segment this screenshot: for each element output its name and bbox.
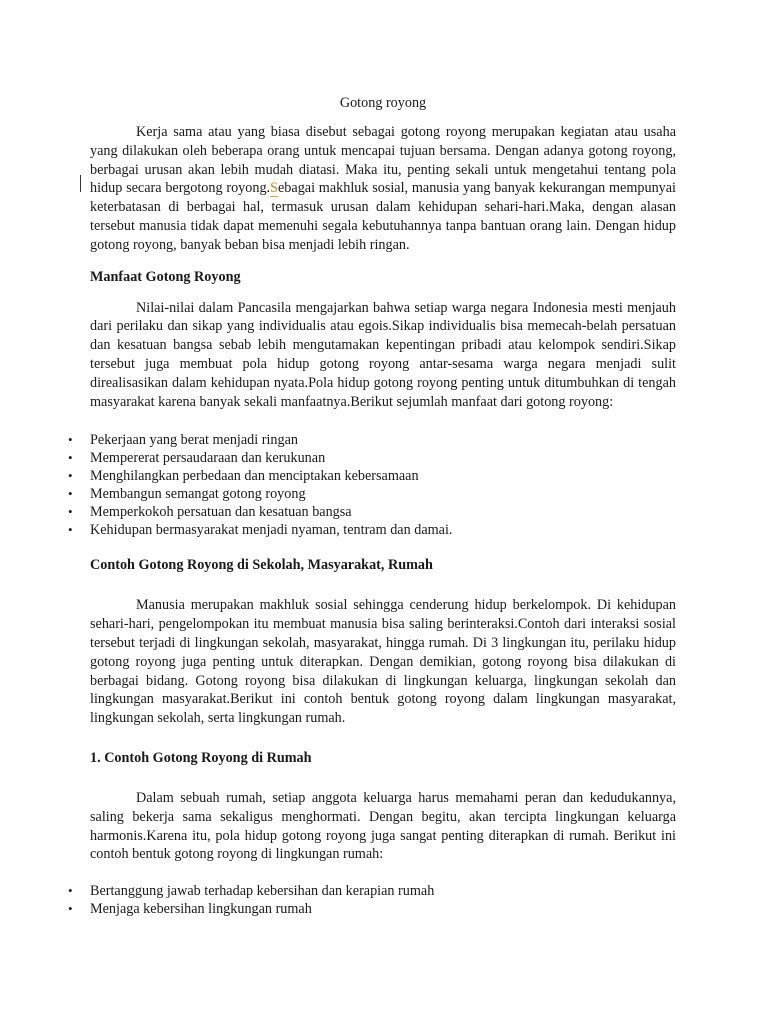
list-item: • Pekerjaan yang berat menjadi ringan (90, 431, 676, 449)
list-item: • Membangun semangat gotong royong (90, 485, 676, 503)
section-heading-rumah: 1. Contoh Gotong Royong di Rumah (90, 749, 312, 766)
manfaat-paragraph: Nilai-nilai dalam Pancasila mengajarkan bahwa setiap warga negara Indonesia mesti menjauh dari perilaku dan sikap yang individualis atau egois.Sikap individualis bisa memecah-belah persatuan dan kesatuan bangsa sebab lebih mengutamakan kepentingan pribadi atau kelompok sendiri.Sikap tersebut juga membuat pola hidup gotong royong antar-sesama warga negara menjadi sulit direalisasikan dalam kehidupan nyata.Pola hidup gotong royong penting untuk ditumbuhkan di tengah masyarakat karena banyak sekali manfaatnya.Berikut sejumlah manfaat dari gotong royong: (90, 299, 676, 410)
list-item: • Mempererat persaudaraan dan kerukunan (90, 449, 676, 467)
list-item: • Memperkokoh persatuan dan kesatuan bangsa (90, 503, 676, 521)
document-title: Gotong royong (339, 95, 427, 111)
rumah-list (90, 882, 676, 918)
intro-paragraph (90, 123, 676, 255)
list-item: • Bertanggung jawab terhadap kebersihan dan kerapian rumah (90, 882, 676, 900)
contoh-paragraph: Manusia merupakan makhluk sosial sehingga cenderung hidup berkelompok. Di kehidupan sehari-hari, pengelompokan itu membuat manusia bisa saling berinteraksi.Contoh dari interaksi sosial tersebut terjadi di lingkungan sekolah, masyarakat, hingga rumah. Di 3 lingkungan itu, perilaku hidup gotong royong juga penting untuk diterapkan. Dengan demikian, gotong royong bisa dilakukan di berbagai bidang. Gotong royong bisa dilakukan di lingkungan keluarga, lingkungan sekolah dan lingkungan masyarakat.Berikut ini contoh bentuk gotong royong dalam lingkungan masyarakat, lingkungan sekolah, serta lingkungan rumah. (90, 597, 676, 727)
list-item: • Menghilangkan perbedaan dan menciptakan kebersamaan (90, 467, 676, 485)
section-heading-manfaat: Manfaat Gotong Royong (90, 268, 241, 285)
section-heading-contoh: Contoh Gotong Royong di Sekolah, Masyarakat, Rumah (90, 557, 433, 574)
rumah-paragraph: Dalam sebuah rumah, setiap anggota keluarga harus memahami peran dan kedudukannya, saling bekerja sama sekaligus menghormati. Dengan begitu, akan tercipta lingkungan keluarga harmonis.Karena itu, pola hidup gotong royong juga sangat penting diterapkan di rumah. Berikut ini contoh bentuk gotong royong di lingkungan rumah: (90, 789, 676, 863)
text-cursor (80, 175, 81, 192)
intro-text-before: Kerja sama atau yang biasa disebut sebagai gotong royong merupakan kegiatan atau usaha yang dilakukan oleh beberapa orang untuk mencapai tujuan bersama. Dengan adanya gotong royong, berbagai urusan akan lebih mudah diatasi. Maka itu, penting sekali untuk mengetahui tentang pola hidup secara bergotong royong. (90, 124, 676, 197)
intro-text-after: ebagai makhluk sosial, manusia yang banyak kekurangan mempunyai keterbatasan di berbagai hal, termasuk urusan dalam kehidupan sehari-hari.Maka, dengan alasan tersebut manusia tidak dapat memenuhi segala kebutuhannya tanpa bantuan orang lain. Dengan hidup gotong royong, banyak beban bisa menjadi lebih ringan. (90, 180, 676, 253)
manfaat-list (90, 431, 676, 539)
list-item: • Kehidupan bermasyarakat menjadi nyaman, tentram dan damai. (90, 521, 676, 539)
highlighted-letter: S (270, 180, 278, 197)
document-page (90, 94, 676, 918)
list-item: • Menjaga kebersihan lingkungan rumah (90, 900, 676, 918)
